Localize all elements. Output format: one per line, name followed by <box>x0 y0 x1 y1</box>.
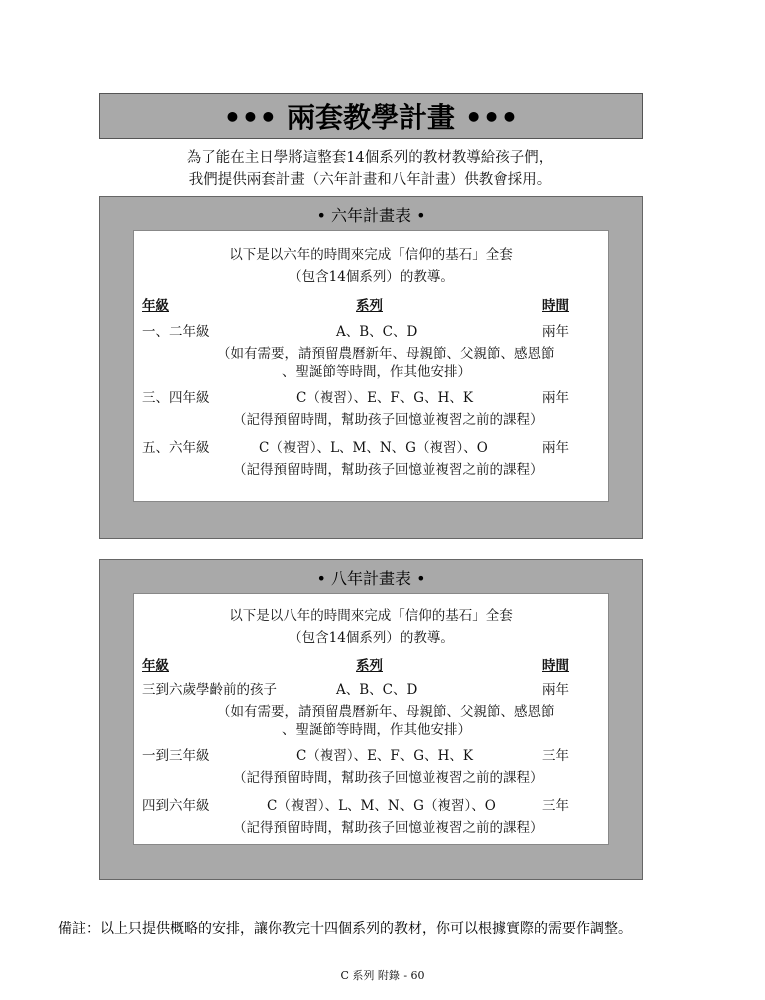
row-note: （記得預留時間，幫助孩子回憶並複習之前的課程） <box>233 820 544 836</box>
series-header: 系列 <box>356 658 383 674</box>
six-year-desc-1: 以下是以六年的時間來完成「信仰的基石」全套 <box>229 247 513 263</box>
six-year-plan-panel <box>133 230 609 502</box>
eight-year-plan-panel <box>133 593 609 845</box>
row-note: （記得預留時間，幫助孩子回憶並複習之前的課程） <box>233 462 544 478</box>
row-note: 、聖誕節等時間，作其他安排） <box>282 722 471 738</box>
series-cell: C（複習）、L、M、N、G（複習）、O <box>259 440 488 456</box>
eight-year-plan-title: • 八年計畫表 • <box>316 569 426 588</box>
time-cell: 兩年 <box>542 682 569 698</box>
grade-cell: 五、六年級 <box>142 440 210 456</box>
time-header: 時間 <box>542 658 569 674</box>
six-year-desc-2: （包含14個系列）的教導。 <box>288 269 454 285</box>
series-cell: A、B、C、D <box>336 324 418 340</box>
eight-year-desc-2: （包含14個系列）的教導。 <box>288 630 454 646</box>
row-note: （如有需要，請預留農曆新年、母親節、父親節、感恩節 <box>217 704 555 720</box>
time-header: 時間 <box>542 298 569 314</box>
series-cell: A、B、C、D <box>336 682 418 698</box>
eight-year-desc-1: 以下是以八年的時間來完成「信仰的基石」全套 <box>229 608 513 624</box>
row-note: （如有需要，請預留農曆新年、母親節、父親節、感恩節 <box>217 346 555 362</box>
six-year-plan-title: • 六年計畫表 • <box>316 206 426 225</box>
footnote: 備註：以上只提供概略的安排，讓你教完十四個系列的教材，你可以根據實際的需要作調整。 <box>58 921 632 937</box>
series-header: 系列 <box>356 298 383 314</box>
grade-header: 年級 <box>142 298 169 314</box>
intro-text <box>99 147 641 191</box>
time-cell: 兩年 <box>542 390 569 406</box>
series-cell: C（複習）、E、F、G、H、K <box>296 748 473 764</box>
time-cell: 兩年 <box>542 440 569 456</box>
grade-cell: 一到三年級 <box>142 748 210 764</box>
intro-line-2: 我們提供兩套計畫（六年計畫和八年計畫）供教會採用。 <box>188 172 552 188</box>
six-year-plan <box>99 196 643 539</box>
page-number: C 系列 附錄 - 60 <box>340 969 425 982</box>
time-cell: 兩年 <box>542 324 569 340</box>
series-cell: C（複習）、E、F、G、H、K <box>296 390 473 406</box>
time-cell: 三年 <box>542 798 569 814</box>
time-cell: 三年 <box>542 748 569 764</box>
page-title: ••• 兩套教學計畫 ••• <box>99 93 643 139</box>
grade-cell: 一、二年級 <box>142 324 210 340</box>
grade-header: 年級 <box>142 658 169 674</box>
grade-cell: 三到六歲學齡前的孩子 <box>142 682 277 698</box>
eight-year-plan <box>99 559 643 880</box>
row-note: 、聖誕節等時間，作其他安排） <box>282 364 471 380</box>
row-note: （記得預留時間，幫助孩子回憶並複習之前的課程） <box>233 770 544 786</box>
series-cell: C（複習）、L、M、N、G（複習）、O <box>267 798 496 814</box>
grade-cell: 三、四年級 <box>142 390 210 406</box>
grade-cell: 四到六年級 <box>142 798 210 814</box>
row-note: （記得預留時間，幫助孩子回憶並複習之前的課程） <box>233 412 544 428</box>
intro-line-1: 為了能在主日學將這整套14個系列的教材教導給孩子們， <box>186 150 554 166</box>
